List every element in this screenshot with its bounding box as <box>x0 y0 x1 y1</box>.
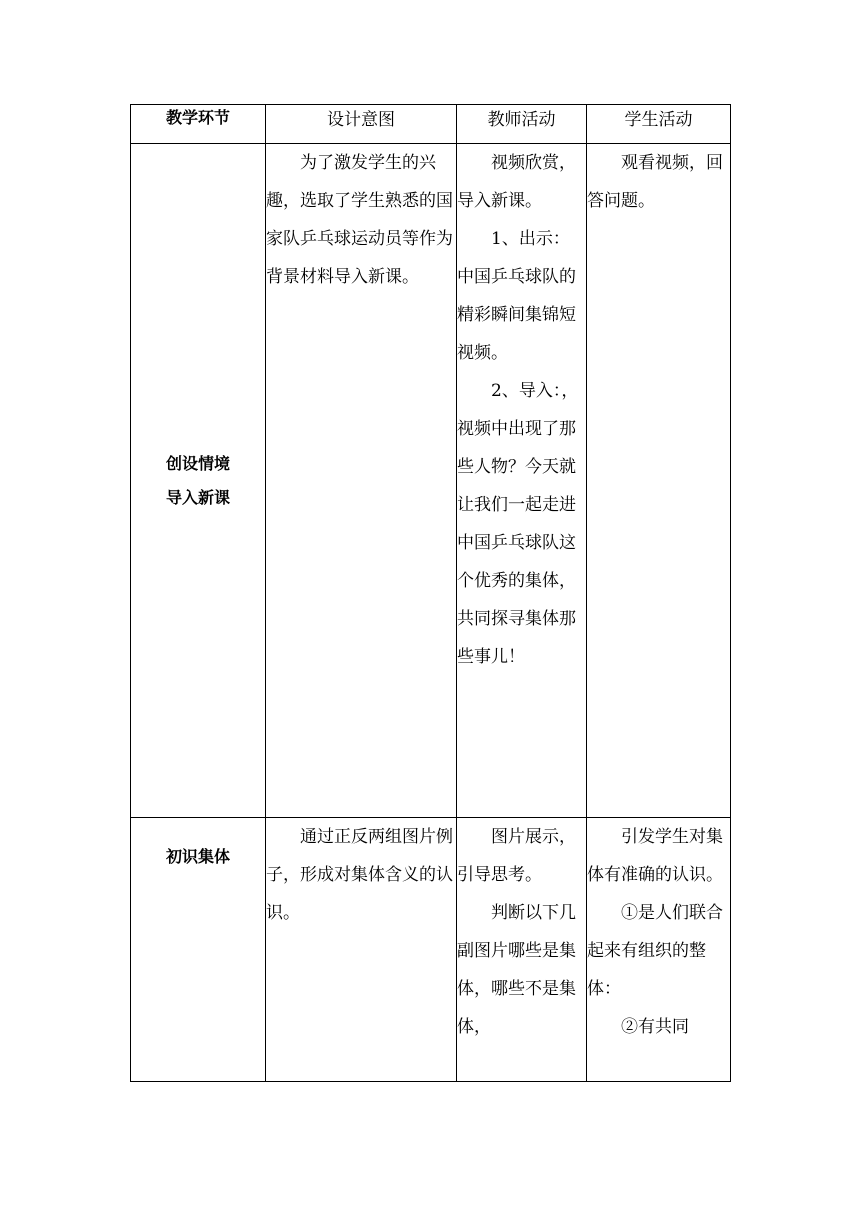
header-student: 学生活动 <box>587 105 731 144</box>
teacher-cell <box>457 144 587 818</box>
student-cell <box>587 144 731 818</box>
student-cell <box>587 818 731 1082</box>
stage-line: 导入新课 <box>165 487 230 507</box>
intent-cell <box>266 818 457 1082</box>
stage-cell <box>131 144 266 818</box>
student-text: ②有共同 <box>621 1017 689 1037</box>
lesson-plan-table <box>130 104 731 1082</box>
table-row <box>131 818 731 1082</box>
student-text: 观看视频，回答问题。 <box>587 153 723 211</box>
teacher-text: 图片展示，引导思考。 <box>457 827 576 885</box>
student-text: ①是人们联合起来有组织的整体： <box>587 903 723 999</box>
stage-cell <box>131 818 266 1082</box>
teacher-text: 视频欣赏，导入新课。 <box>457 153 576 211</box>
stage-line: 创设情境 <box>165 453 230 473</box>
stage-line: 初识集体 <box>165 847 230 866</box>
intent-text: 为了激发学生的兴趣，选取了学生熟悉的国家队乒乓球运动员等作为背景材料导入新课。 <box>266 153 453 287</box>
header-stage: 教学环节 <box>131 105 266 144</box>
header-teacher: 教师活动 <box>457 105 587 144</box>
student-text: 引发学生对集体有准确的认识。 <box>587 827 723 885</box>
header-intent: 设计意图 <box>266 105 457 144</box>
intent-text: 通过正反两组图片例子，形成对集体含义的认识。 <box>266 827 453 923</box>
teacher-text: 2、导入：，视频中出现了那些人物？今天就让我们一起走进中国乒乓球队这个优秀的集体，共同探寻集体那些事儿！ <box>457 381 579 667</box>
table-header-row <box>131 105 731 144</box>
teacher-text: 1、出示：中国乒乓球队的精彩瞬间集锦短视频。 <box>457 229 576 363</box>
table-row <box>131 144 731 818</box>
teacher-text: 判断以下几副图片哪些是集体，哪些不是集体， <box>457 903 576 1037</box>
intent-cell <box>266 144 457 818</box>
teacher-cell <box>457 818 587 1082</box>
